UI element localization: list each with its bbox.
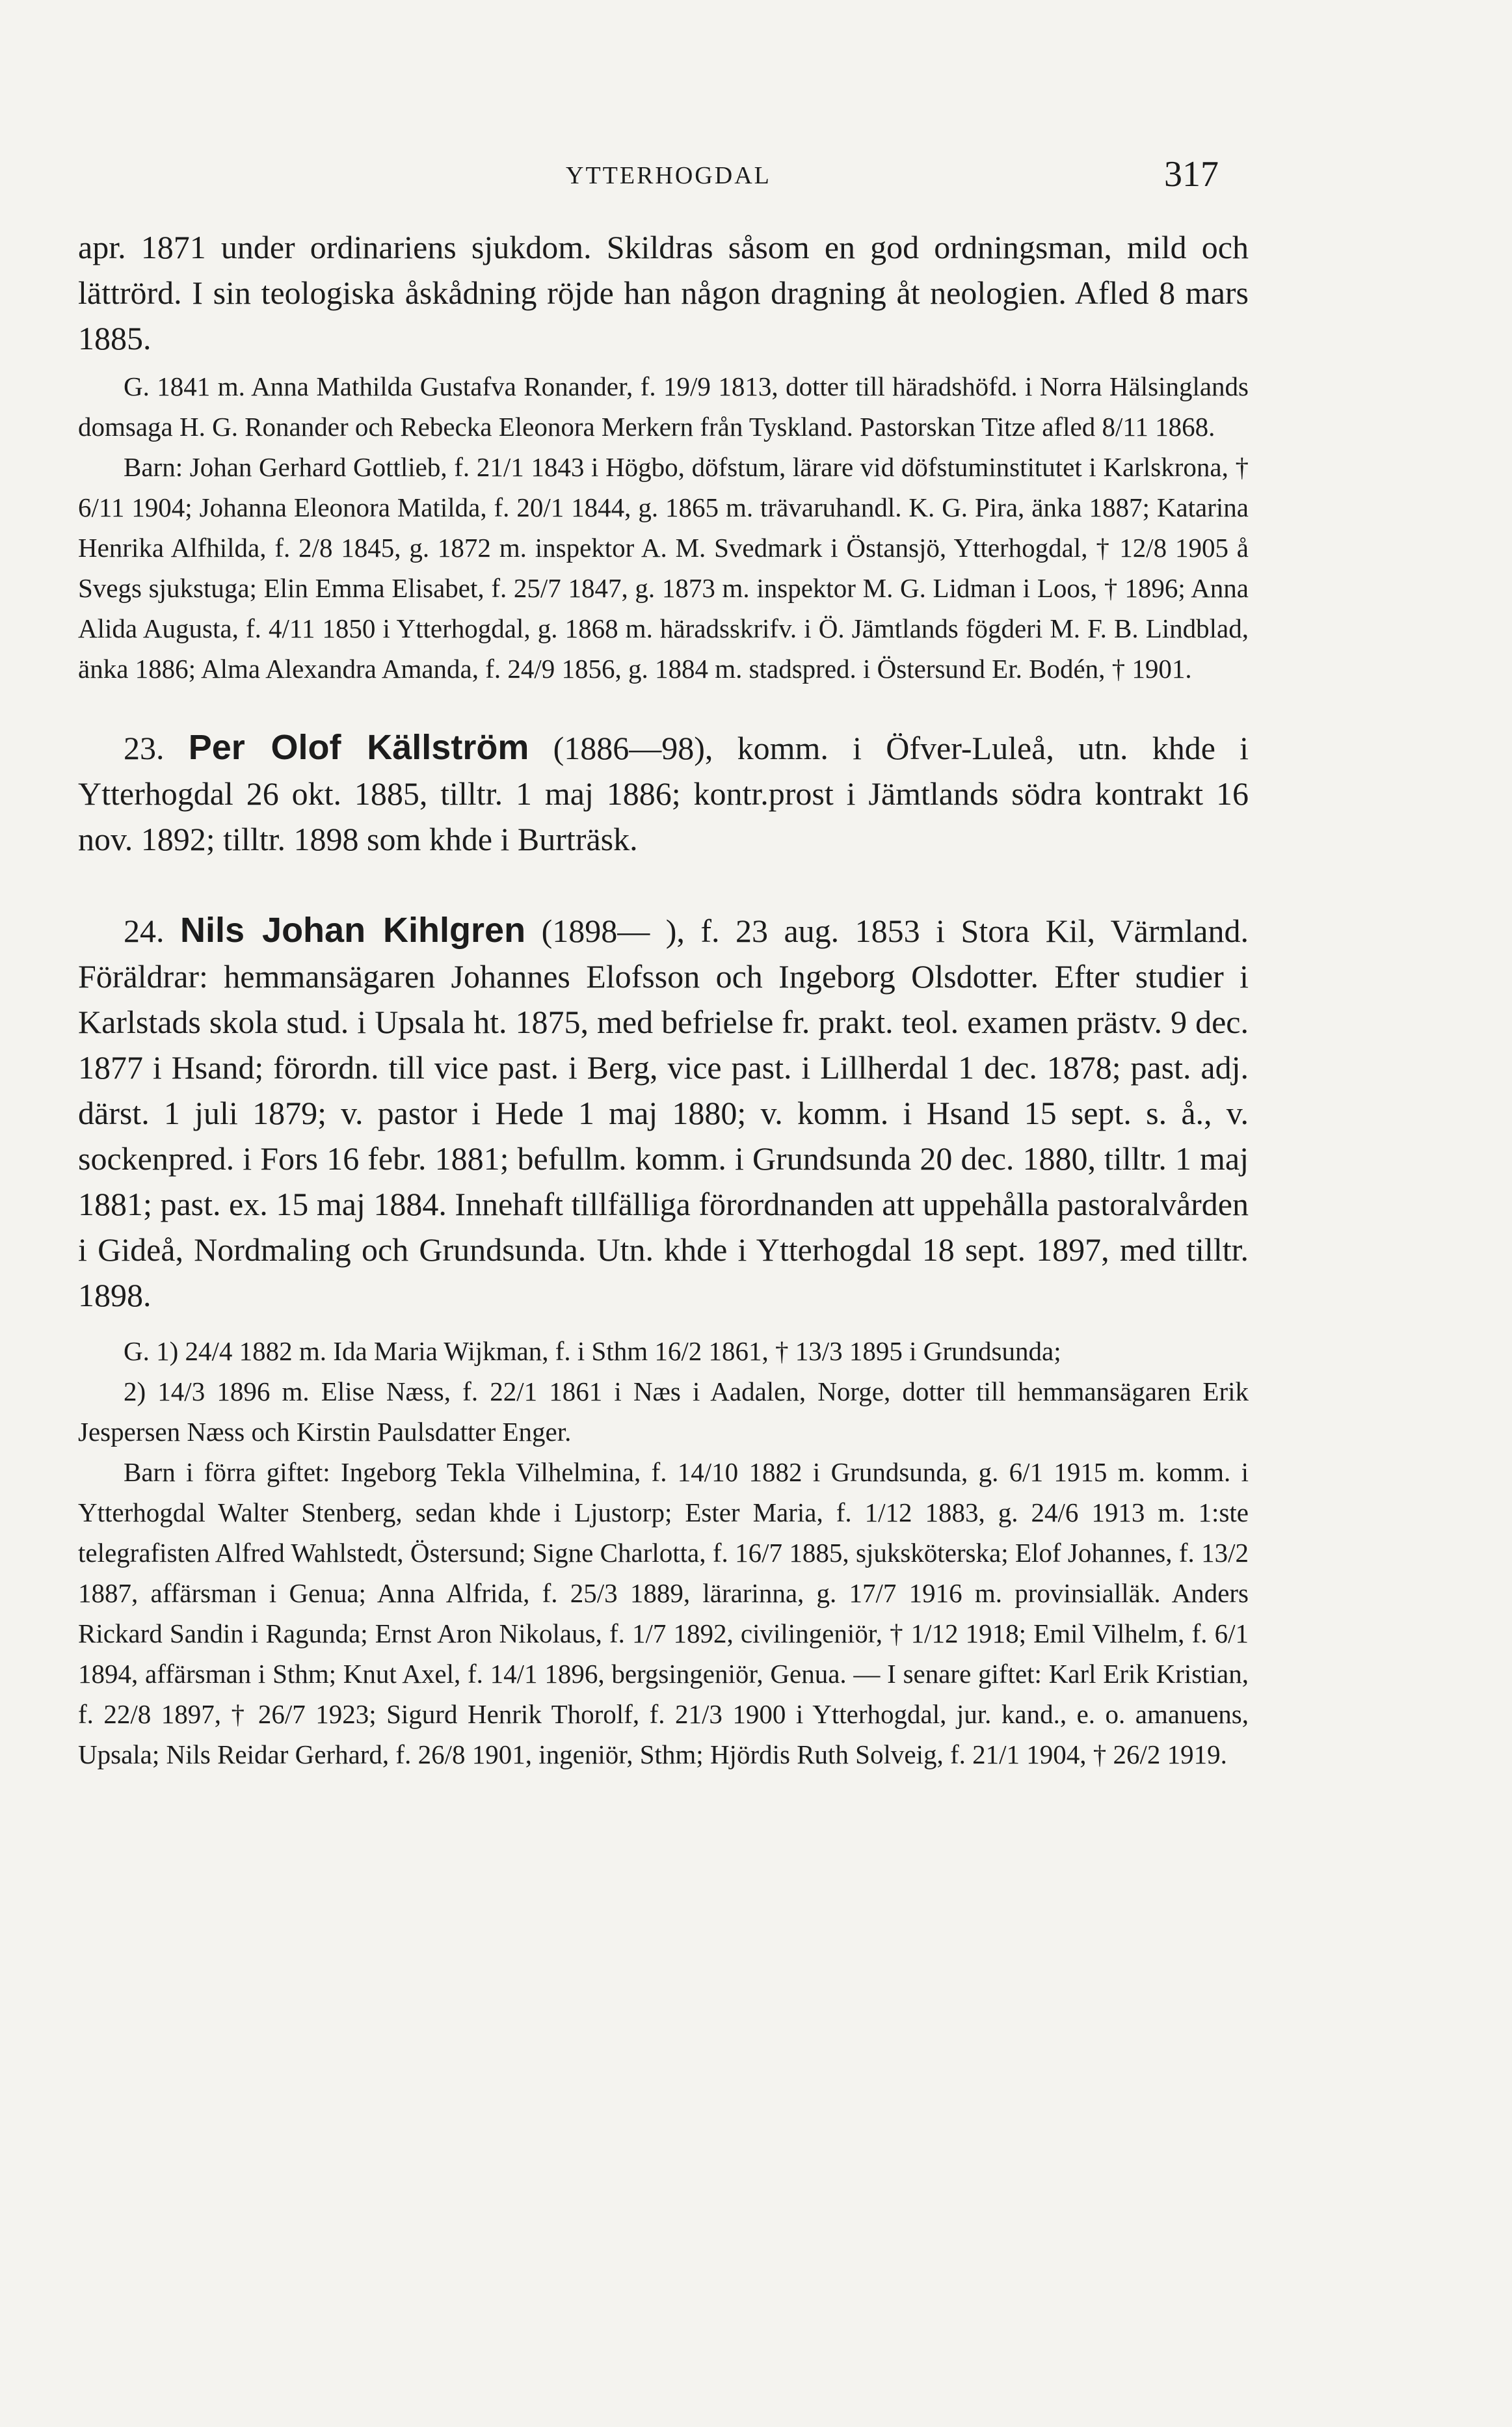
paragraph-marriage-1: G. 1) 24/4 1882 m. Ida Maria Wijkman, f. i Sthm 16/2 1861, † 13/3 1895 i Grundsunda; (124, 1336, 1061, 1366)
page-body (78, 224, 1249, 1775)
entry-24 (78, 907, 1249, 1318)
paragraph-children-kihlgren: Barn i förra giftet: Ingeborg Tekla Vilhelmina, f. 14/10 1882 i Grundsunda, g. 6/1 1915 m. komm. i Ytterhogdal Walter Stenberg, sedan khde i Ljustorp; Ester Maria, f. 1/12 1883, g. 24/6 1913 m. 1:ste telegrafisten Alfred Wahlstedt, Östersund; Signe Charlotta, f. 16/7 1885, sjuksköterska; Elof Johannes, f. 13/2 1887, affärsman i Genua; Anna Alfrida, f. 25/3 1889, lärarinna, g. 17/7 1916 m. provinsialläk. Anders Rickard Sandin i Ragunda; Ernst Aron Nikolaus, f. 1/7 1892, civilingeniör, † 1/12 1918; Emil Vilhelm, f. 6/1 1894, affärsman i Sthm; Knut Axel, f. 14/1 1896, bergsingeniör, Genua. — I senare giftet: Karl Erik Kristian, f. 22/8 1897, † 26/7 1923; Sigurd Henrik Thorolf, f. 21/3 1900 i Ytterhogdal, jur. kand., e. o. amanuens, Upsala; Nils Reidar Gerhard, f. 26/8 1901, ingeniör, Sthm; Hjördis Ruth Solveig, f. 21/1 1904, † 26/2 1919. (78, 1457, 1249, 1769)
paragraph-1: apr. 1871 under ordinariens sjukdom. Skildras såsom en god ordningsman, mild och lättrörd. I sin teologiska åskådning röjde han någon dragning åt neologien. Afled 8 mars 1885. (78, 229, 1249, 356)
page-number: 317 (1164, 154, 1219, 194)
paragraph-children-titze: Barn: Johan Gerhard Gottlieb, f. 21/1 1843 i Högbo, döfstum, lärare vid döfstuminstitutet i Karlskrona, † 6/11 1904; Johanna Eleonora Matilda, f. 20/1 1844, g. 1865 m. trävaruhandl. K. G. Pira, änka 1887; Katarina Henrika Alfhilda, f. 2/8 1845, g. 1872 m. inspektor A. M. Svedmark i Östansjö, Ytterhogdal, † 12/8 1905 å Svegs sjukstuga; Elin Emma Elisabet, f. 25/7 1847, g. 1873 m. inspektor M. G. Lidman i Loos, † 1896; Anna Alida Augusta, f. 4/11 1850 i Ytterhogdal, g. 1868 m. häradsskrifv. i Ö. Jämtlands fögderi M. F. B. Lindblad, änka 1886; Alma Alexandra Amanda, f. 24/9 1856, g. 1884 m. stadspred. i Östersund Er. Bodén, † 1901. (78, 452, 1249, 684)
entry-text: (1886—98), komm. i Öfver-Luleå, utn. khde i Ytterhogdal 26 okt. 1885, tilltr. 1 maj 1886; kontr.prost i Jämtlands södra kontrakt 16 nov. 1892; tilltr. 1898 som khde i Burträsk. (78, 730, 1249, 857)
paragraph-marriage-titze: G. 1841 m. Anna Mathilda Gustafva Ronander, f. 19/9 1813, dotter till häradshöfd. i Norra Hälsinglands domsaga H. G. Ronander och Rebecka Eleonora Merkern från Tyskland. Pastorskan Titze afled 8/11 1868. (78, 371, 1249, 442)
entry-name-kihlgren: Nils Johan Kihlgren (180, 911, 526, 950)
entry-name-kallstrom: Per Olof Källström (188, 728, 529, 767)
entry-23 (78, 725, 1249, 862)
entry-text: (1898— ), f. 23 aug. 1853 i Stora Kil, Värmland. Föräldrar: hemmansägaren Johannes Elofsson och Ingeborg Olsdotter. Efter studier i Karlstads skola stud. i Upsala ht. 1875, med befrielse fr. prakt. teol. examen prästv. 9 dec. 1877 i Hsand; förordn. till vice past. i Berg, vice past. i Lillherdal 1 dec. 1878; past. adj. därst. 1 juli 1879; v. pastor i Hede 1 maj 1880; v. komm. i Hsand 15 sept. s. å., v. sockenpred. i Fors 16 febr. 1881; befullm. komm. i Grundsunda 20 dec. 1880, tilltr. 1 maj 1881; past. ex. 15 maj 1884. Innehaft tillfälliga förordnanden att uppehålla pastoralvården i Gideå, Nordmaling och Grundsunda. Utn. khde i Ytterhogdal 18 sept. 1897, med tilltr. 1898. (78, 913, 1249, 1313)
paragraph-marriage-2: 2) 14/3 1896 m. Elise Næss, f. 22/1 1861 i Næs i Aadalen, Norge, dotter till hemmansägaren Erik Jespersen Næss och Kirstin Paulsdatter Enger. (78, 1376, 1249, 1447)
entry-number: 23. (124, 730, 165, 766)
running-head: YTTERHOGDAL (566, 162, 771, 189)
entry-number: 24. (124, 913, 165, 949)
